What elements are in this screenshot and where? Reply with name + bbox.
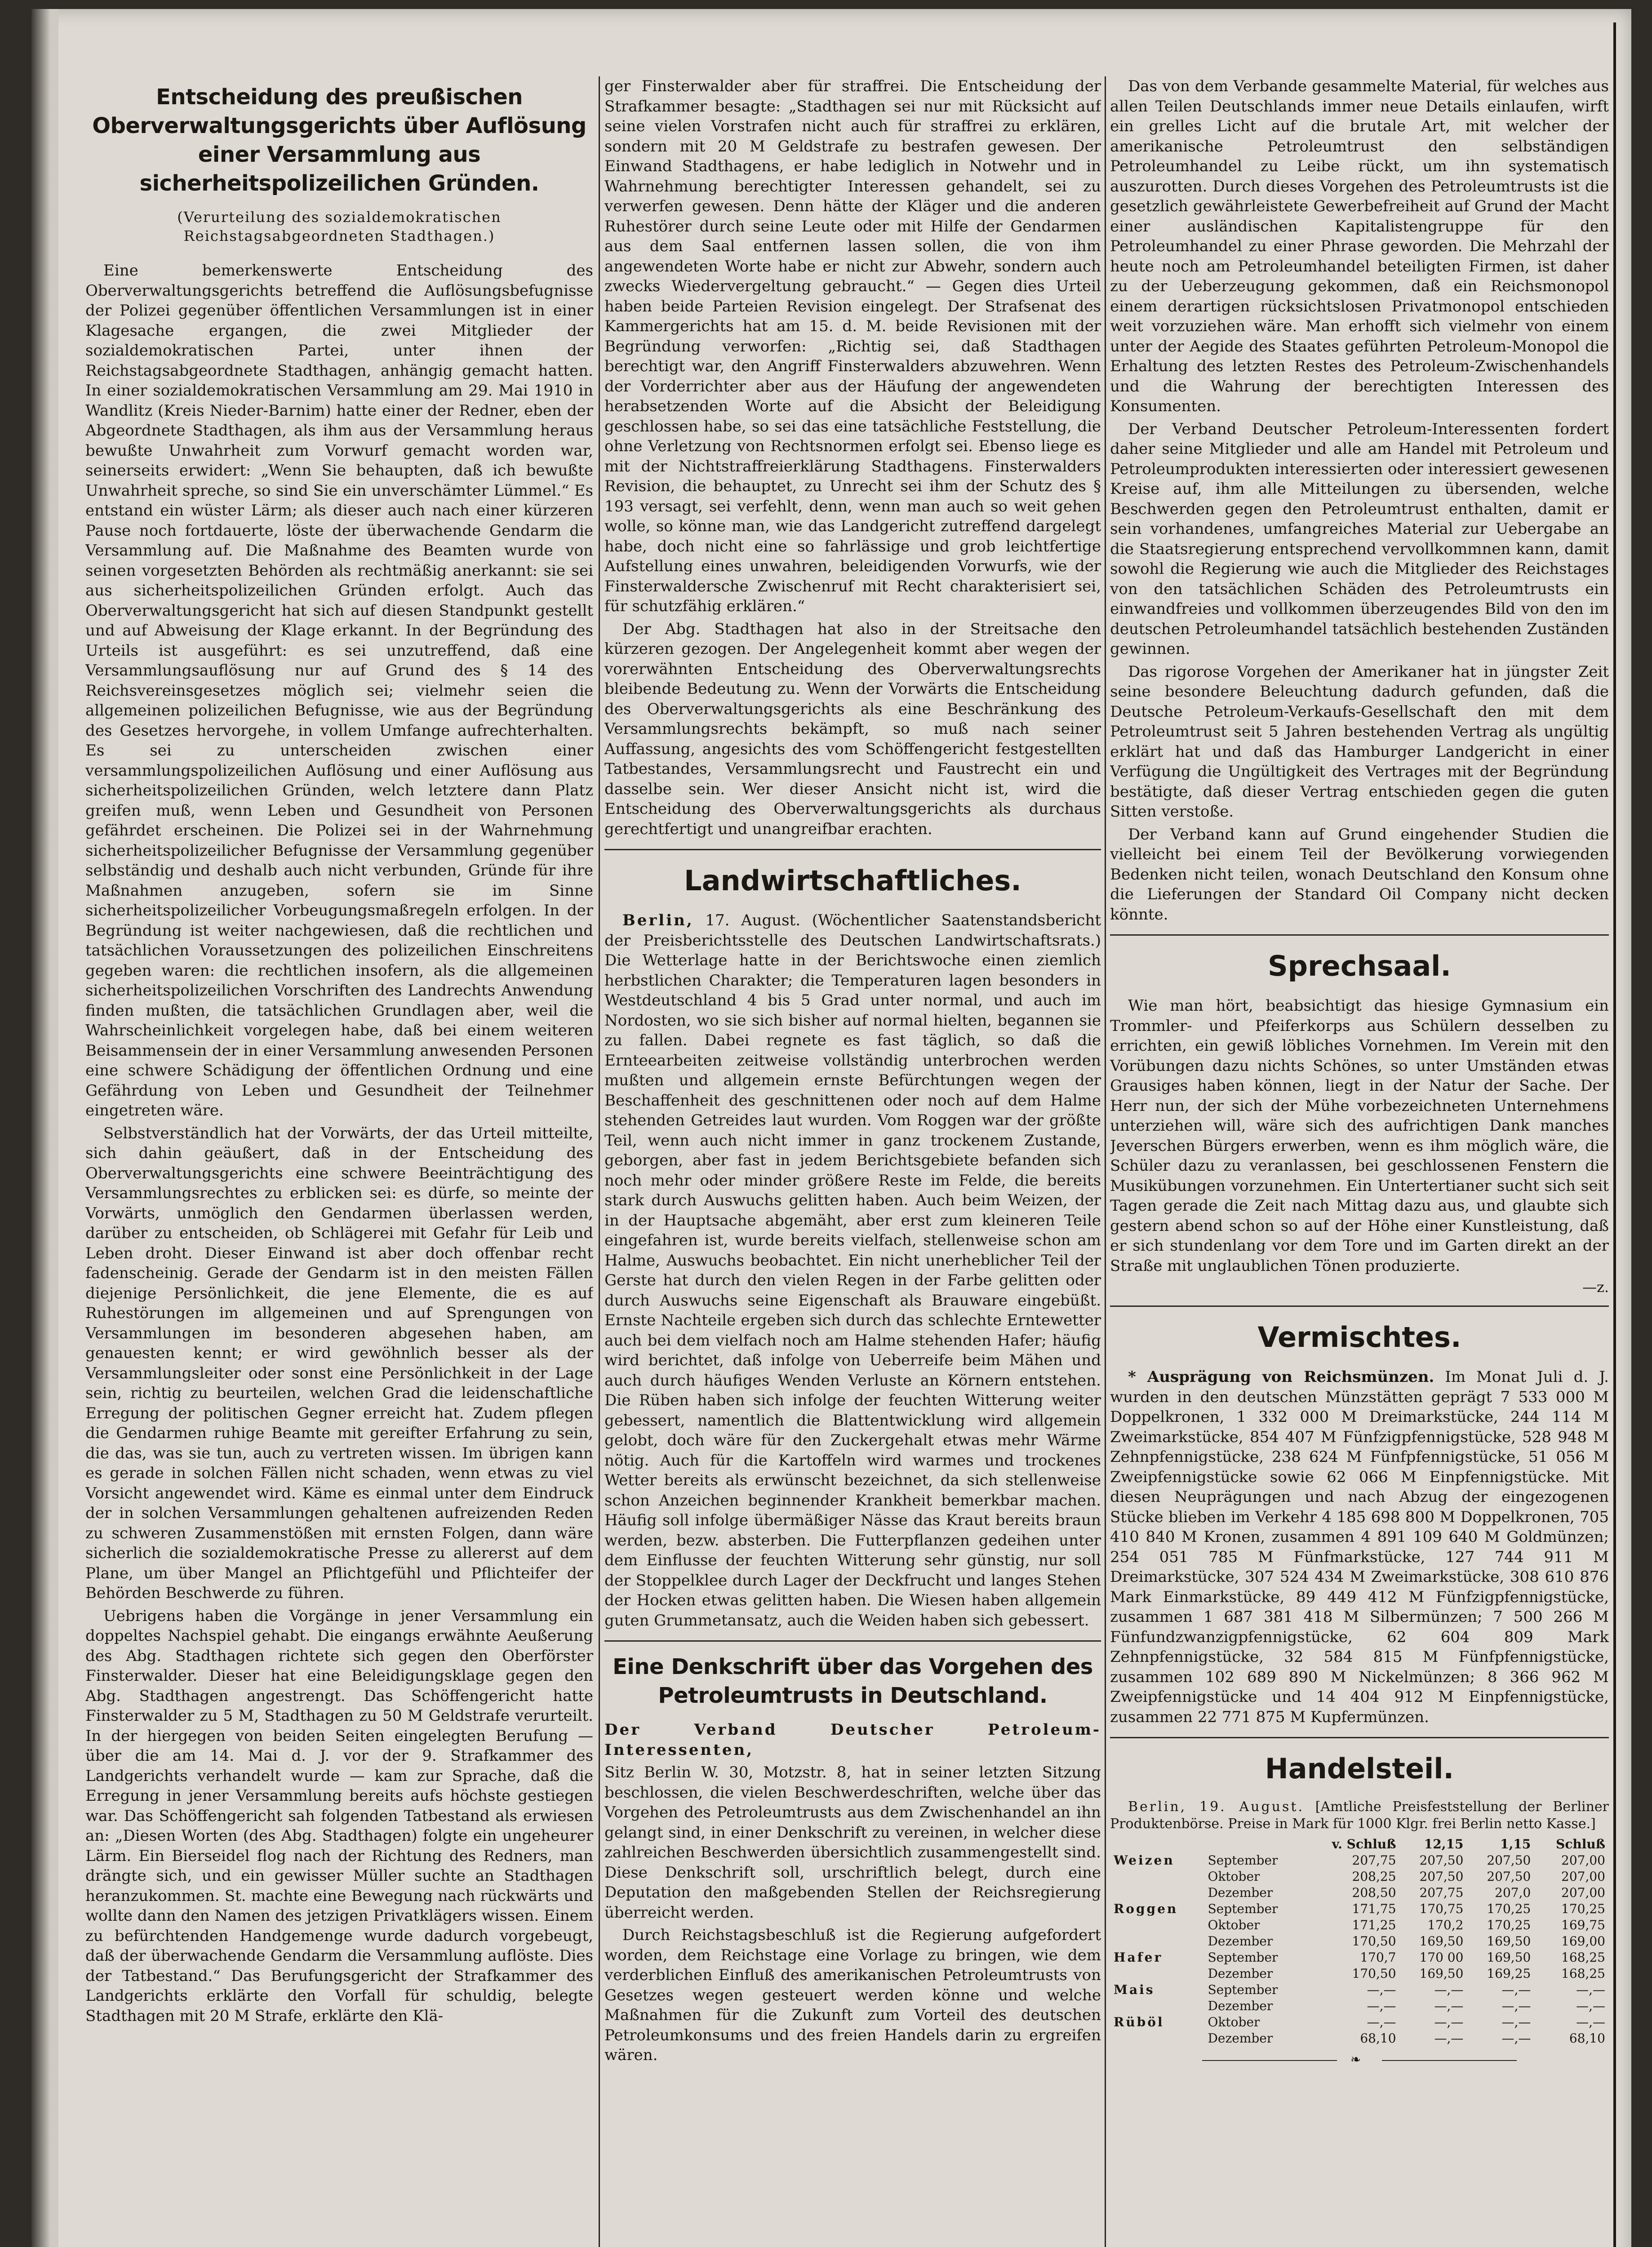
- table-row: [1110, 1998, 1609, 2014]
- price-cell: —,—: [1501, 1998, 1531, 2013]
- month-cell: Dezember: [1208, 1966, 1273, 1981]
- commodity-cell: Rüböl: [1114, 2015, 1164, 2029]
- price-cell: 207,75: [1419, 1885, 1464, 1900]
- price-cell: 169,25: [1487, 1966, 1531, 1981]
- commodity-cell: Hafer: [1114, 1950, 1163, 1965]
- month-cell: September: [1208, 1901, 1278, 1916]
- price-cell: 171,25: [1352, 1918, 1396, 1932]
- section-divider: [604, 849, 1101, 850]
- table-row: [1110, 2030, 1609, 2047]
- dateline: Berlin,: [622, 911, 694, 929]
- commodity-cell: [1110, 1966, 1204, 1982]
- header-cell: [1204, 1836, 1306, 1852]
- org-name: Der Verband Deutscher Petroleum-Interessenten,: [604, 1721, 1101, 1759]
- table-row: [1110, 1852, 1609, 1869]
- article-paragraph: Sitz Berlin W. 30, Motzstr. 8, hat in seiner letzten Sitzung beschlossen, die vielen Beschwerdeschriften, welche über das Vorgehen des Petroleumtrusts aus dem Zwischenhandel an ihn gelangt sind, in einer Denkschrift zu vereinen, in welcher diese zahlreichen Beschwerden übersichtlich zusammengestellt sind. Diese Denkschrift soll, urschriftlich belegt, durch eine Deputation den maßgebenden Stellen der Reichsregierung überreicht werden.: [604, 1763, 1101, 1922]
- article-paragraph: Wie man hört, beabsichtigt das hiesige Gymnasium ein Trommler- und Pfeiferkorps aus Schülern desselben zu errichten, ein gewiß löbliches Vornehmen. Im Verein mit den Vorübungen dazu nichts Schönes, so unter Umständen etwas Grausiges haben können, liegt in der Natur der Sache. Der Herr nun, der sich der Mühe vorbezeichneten Unternehmens unterziehen will, wäre sich des aufrichtigen Dank manches Jeverschen Bürgers erwerben, wenn es ihm möglich wäre, die Schüler dazu zu veranlassen, bei geschlossenen Fenstern die Musikübungen vorzunehmen. Ein Untertertianer sucht sich seit Tagen gerade die Zeit nach Mittag dazu aus, und glaubte sich gestern abend schon so auf der Höhe einer Kunstleistung, daß er sich stundenlang vor dem Tore und im Garten direkt an der Straße mit unglaublichen Tönen produzierte.: [1110, 997, 1609, 1275]
- price-cell: —,—: [1434, 2031, 1464, 2046]
- price-table-header: [1110, 1836, 1609, 1852]
- price-cell: 170,50: [1352, 1966, 1396, 1981]
- column-2: [604, 76, 1101, 2247]
- price-cell: 169,50: [1487, 1950, 1531, 1965]
- price-cell: 170,75: [1419, 1901, 1464, 1916]
- price-cell: 169,75: [1561, 1918, 1605, 1932]
- price-table-body: [1110, 1852, 1609, 2047]
- price-cell: 207,75: [1352, 1853, 1396, 1868]
- month-cell: Oktober: [1208, 1918, 1260, 1932]
- ornament-icon: ❧: [1350, 2052, 1361, 2067]
- price-cell: —,—: [1367, 2015, 1396, 2029]
- section-divider: [1110, 1737, 1609, 1738]
- article-paragraph: Uebrigens haben die Vorgänge in jener Versammlung ein doppeltes Nachspiel gehabt. Die eingangs erwähnte Aeußerung des Abg. Stadthagen richtete sich gegen den Oberförster Finsterwalder. Dieser hat eine Beleidigungsklage gegen den Abg. Stadthagen angestrengt. Das Schöffengericht hatte Finsterwalder zu 5 M, Stadthagen zu 50 M Geldstrafe verurteilt. In der hiergegen von beiden Seiten eingelegten Berufung — über die am 14. Mai d. J. vor der 9. Strafkammer des Landgerichts verhandelt wurde — kam zur Sprache, daß die Erregung in jener Versammlung bereits aufs höchste gestiegen war. Das Schöffengericht sah folgenden Tatbestand als erwiesen an: „Diesen Worten (des Abg. Stadthagen) folgte ein ungeheurer Lärm. Ein Bierseidel flog nach der Richtung des Redners, man drängte sich, und ein gewisser Müller suchte an Stadthagen heranzukommen. St. machte eine Bewegung nach rückwärts und wollte dann den Namen des jetzigen Privatklägers wissen. Einem zu befürchtenden Handgemenge wurde dadurch vorgebeugt, daß der überwachende Gendarm die Versammlung auflöste. Dies der Tatbestand.“ Das Berufungsgericht der Strafkammer des Landgerichts erklärte den Vorfall für schuldig, belegte Stadthagen mit 20 M Strafe, erklärte den Klä-: [85, 1607, 593, 2025]
- table-row: [1110, 1933, 1609, 1949]
- commodity-cell: Mais: [1114, 1982, 1155, 1997]
- article-paragraph: Der Verband Deutscher Petroleum-Interessenten fordert daher seine Mitglieder und alle am Handel mit Petroleum und Petroleumprodukten interessierten oder interessiert gewesenen Kreise auf, ihm alle Mitteilungen zu übersenden, welche Beschwerden gegen den Petroleumtrust enthalten, damit er sein vorhandenes, umfangreiches Material zur Uebergabe an die Staatsregierung entsprechend vervollkommnen kann, damit sowohl die Regierung wie auch die Mitglieder des Reichstages von den tatsächlichen Schäden des Petroleumtrusts ein einwandfreies und vollkommen überzeugendes Bild von den im deutschen Petroleumhandel tatsächlich bestehenden Zuständen gewinnen.: [1110, 420, 1609, 658]
- price-cell: 207,50: [1419, 1869, 1464, 1884]
- section-divider: [1110, 934, 1609, 936]
- price-cell: 170,50: [1352, 1934, 1396, 1949]
- table-row: [1110, 1966, 1609, 1982]
- article-paragraph: [1110, 1367, 1609, 1727]
- column-rule: [1105, 76, 1106, 2247]
- price-cell: —,—: [1501, 2015, 1531, 2029]
- price-cell: —,—: [1576, 2015, 1605, 2029]
- page-border-rule: [1613, 22, 1616, 2247]
- section-title-handelsteil: Handelsteil.: [1265, 1752, 1454, 1785]
- price-table: [1110, 1836, 1609, 2047]
- article-org-line: [604, 1720, 1101, 1760]
- price-cell: 170 00: [1419, 1950, 1464, 1965]
- header-cell: [1110, 1836, 1204, 1852]
- article-paragraph: [604, 910, 1101, 1630]
- month-cell: Dezember: [1208, 1934, 1273, 1949]
- page-binding-edge: [31, 9, 58, 2247]
- commodity-cell: [1110, 1869, 1204, 1885]
- month-cell: September: [1208, 1982, 1278, 1997]
- price-cell: 168,25: [1561, 1966, 1605, 1981]
- price-cell: 170,25: [1487, 1901, 1531, 1916]
- author-signature: —z.: [1582, 1279, 1609, 1296]
- dateline: Berlin, 19. August.: [1128, 1799, 1304, 1815]
- article-paragraph: Das rigorose Vorgehen der Amerikaner hat in jüngster Zeit seine besondere Beleuchtung dadurch gefunden, daß die Deutsche Petroleum-Verkaufs-Gesellschaft den mit dem Petroleumtrust seit 5 Jahren bestehenden Vertrag als ungültig erklärt hat und daß das Hamburger Landgericht in einer Verfügung die Ungültigkeit des Vertrages mit der Begründung bestätigte, daß dieser Vertrag entschieden gegen die guten Sitten verstoße.: [1110, 662, 1609, 821]
- item-lead: * Ausprägung von Reichsmünzen.: [1128, 1368, 1434, 1386]
- table-row: [1110, 1917, 1609, 1933]
- article-text: Im Monat Juli d. J. wurden in den deutschen Münzstätten geprägt 7 533 000 M Doppelkronen, 1 332 000 M Dreimarkstücke, 244 114 M Zweimarkstücke, 854 407 M Fünfzigpfennigstücke, 528 948 M Zehnpfennigstücke, 238 624 M Fünfpfennigstücke, 51 056 M Zweipfennigstücke sowie 62 066 M Einpfennigstücke. Mit diesen Neuprägungen und nach Abzug der eingezogenen Stücke blieben im Verkehr 4 185 698 800 M Doppelkronen, 705 410 840 M Kronen, zusammen 4 891 109 640 M Goldmünzen; 254 051 785 M Fünfmarkstücke, 127 744 911 M Dreimarkstücke, 307 524 434 M Zweimarkstücke, 308 610 876 Mark Einmarkstücke, 89 449 412 M Fünfzigpfennigstücke, zusammen 1 687 381 418 M Silbermünzen; 7 500 266 M Fünfundzwanzigpfennigstücke, 62 604 809 Mark Zehnpfennigstücke, 32 584 815 M Fünfpfennigstücke, zusammen 102 689 890 M Nickelmünzen; 8 366 962 M Zweipfennigstücke und 14 404 912 M Einpfennigstücke, zusammen 22 771 875 M Kupfermünzen.: [1110, 1368, 1609, 1726]
- table-row: [1110, 1869, 1609, 1885]
- article-text: (Wöchentlicher Saatenstandsbericht der Preisberichtsstelle des Deutschen Landwirtschaftsrats.) Die Wetterlage hatte in der Berichtswoche einen ziemlich herbstlichen Charakter; die Temperaturen lagen besonders in Westdeutschland 4 bis 5 Grad unter normal, und auch im Nordosten, wo sie sich bisher auf normal hielten, begannen sie zu fallen. Dabei regnete es fast täglich, so daß die Ernteearbeiten zeitweise vollständig unterbrochen werden mußten und allgemein ernste Befürchtungen wegen der Beschaffenheit des geschnittenen oder noch auf dem Halme stehenden Getreides laut wurden. Vom Roggen war der größte Teil, wenn auch nicht immer in ganz trockenem Zustande, geborgen, aber fast in jedem Berichtsgebiete befanden sich noch mehr oder minder größere Reste im Felde, die bereits stark durch Auswuchs gelitten haben. Auch beim Weizen, der in der Hauptsache abgemäht, aber erst zum kleineren Teile eingefahren ist, wurde bereits vielfach, stellenweise schon am Halme, Auswuchs beobachtet. Ein nicht unerheblicher Teil der Gerste hat durch den vielen Regen in der Farbe gelitten oder durch Auswuchs seine Eigenschaft als Brauware eingebüßt. Ernste Nachteile ergeben sich durch das schlechte Erntewetter auch bei dem vielfach noch am Halme stehenden Hafer; häufig wird berichtet, daß infolge von Ueberreife beim Mähen und auch durch häufiges Wenden Verluste an Körnern entstehen. Die Rüben haben sich infolge der feuchten Witterung weiter gebessert, namentlich die Blattentwicklung wird allgemein gelobt, doch wäre für den Zuckergehalt etwas mehr Wärme nötig. Auch für die Kartoffeln wird warmes und trockenes Wetter bereits als erwünscht bezeichnet, da sich stellenweise schon Anzeichen beginnender Krankheit bemerkbar machen. Häufig soll infolge übermäßiger Nässe das Kraut bereits braun werden, bezw. absterben. Die Futterpflanzen gedeihen unter dem Einflusse der feuchten Witterung sehr günstig, nur soll der Stoppelklee durch Lager der Deckfrucht und langes Stehen der Hocken etwas gelitten haben. Die Wiesen haben allgemein guten Grummetansatz, auch die Weiden haben sich gebessert.: [604, 911, 1101, 1630]
- price-cell: —,—: [1576, 1998, 1605, 2013]
- article-headline: Entscheidung des preußischen Oberverwaltungsgerichts über Auflösung einer Versammlung aus sicherheitspolizeilichen Gründen.: [92, 84, 586, 196]
- price-cell: 170,25: [1561, 1901, 1605, 1916]
- price-cell: 169,50: [1487, 1934, 1531, 1949]
- price-cell: 207,00: [1561, 1853, 1605, 1868]
- article-paragraph: Der Verband kann auf Grund eingehender Studien die vielleicht bei einem Teil der Bevölkerung vorwiegenden Bedenken nicht teilen, wonach Deutschland den Konsum ohne die Lieferungen der Standard Oil Company nicht decken könnte.: [1110, 825, 1609, 924]
- header-cell: v. Schluß: [1332, 1837, 1396, 1852]
- article-paragraph: Durch Reichstagsbeschluß ist die Regierung aufgefordert worden, dem Reichstage eine Vorlage zu bringen, wie dem verderblichen Einfluß des amerikanischen Petroleumtrusts von Gesetzes wegen gesteuert werden könne und welche Maßnahmen für die Zukunft zum Vorteil des deutschen Petroleumkonsums und des freien Handels darin zu ergreifen wären.: [604, 1926, 1101, 2064]
- note-text: [Amtliche Preisfeststellung der Berliner Produktenbörse. Preise in Mark für 1000 Klgr. frei Berlin netto Kasse.]: [1110, 1799, 1609, 1832]
- month-cell: Dezember: [1208, 2031, 1273, 2046]
- price-cell: 170,25: [1487, 1918, 1531, 1932]
- article-paragraph: Der Abg. Stadthagen hat also in der Streitsache den kürzeren gezogen. Der Angelegenheit kommt aber wegen der vorerwähnten Entscheidung des Oberverwaltungsrechts bleibende Bedeutung zu. Wenn der Vorwärts die Entscheidung des Oberverwaltungsgerichts als eine Beschränkung des Versammlungsrechts bekämpft, so muß nach seiner Auffassung, angesichts des vom Schöffengericht festgestellten Tatbestandes, Versammlungsrecht und Faustrecht ein und dasselbe sein. Wer dieser Ansicht nicht ist, wird die Entscheidung des Oberverwaltungsgerichts als durchaus gerechtfertigt und unangreifbar erachten.: [604, 620, 1101, 838]
- header-cell: Schluß: [1556, 1837, 1605, 1852]
- price-cell: 207,00: [1561, 1869, 1605, 1884]
- price-cell: —,—: [1576, 1982, 1605, 1997]
- price-cell: 68,10: [1360, 2031, 1396, 2046]
- article-paragraph: Selbstverständlich hat der Vorwärts, der das Urteil mitteilte, sich dahin geäußert, daß in der Entscheidung des Oberverwaltungsgerichts eine schwere Beeinträchtigung des Versammlungsrechtes zu erblicken sei: es dürfe, so meinte der Vorwärts, unmöglich den Gendarmen überlassen werden, darüber zu entscheiden, ob Schlägerei mit Gefahr für Leib und Leben droht. Dieser Einwand ist aber doch offenbar recht fadenscheinig. Gerade der Gendarm ist in den meisten Fällen diejenige Persönlichkeit, die jene Elemente, die es auf Ruhestörungen im allgemeinen und auf Sprengungen von Versammlungen im besonderen abgesehen haben, am genauesten kennt; er wird gewöhnlich besser als der Versammlungsleiter oder sonst eine Persönlichkeit in der Lage sein, richtig zu beurteilen, welchen Grad die leidenschaftliche Erregung der politischen Gegner erreicht hat. Zudem pflegen die Gendarmen ruhige Beamte mit gereifter Erfahrung zu sein, die das, was sie tun, auch zu vertreten wissen. Im übrigen kann es gerade in solchen Fällen nicht schaden, wenn etwas zu viel Vorsicht angewendet wird. Käme es einmal unter dem Eindruck der in solchen Versammlungen gehaltenen aufreizenden Reden zu schweren Zusammenstößen mit ernsten Folgen, dann wäre sicherlich die sozialdemokratische Presse zu allererst auf dem Plane, um über Mangel an Pflichtgefühl und Pflichteifer der Behörden Beschwerde zu führen.: [85, 1124, 593, 1602]
- price-cell: 68,10: [1569, 2031, 1605, 2046]
- commodity-cell: [1110, 2030, 1204, 2047]
- price-cell: 170,7: [1360, 1950, 1396, 1965]
- price-cell: —,—: [1434, 1982, 1464, 1997]
- price-cell: 171,75: [1352, 1901, 1396, 1916]
- dateline-date: 17. August.: [705, 911, 801, 929]
- commodity-cell: [1110, 1998, 1204, 2014]
- price-cell: 207,0: [1495, 1885, 1531, 1900]
- column-rule: [599, 76, 600, 2247]
- end-ornament: [1202, 2052, 1517, 2067]
- section-title-landwirtschaft: Landwirtschaftliches.: [684, 864, 1021, 897]
- section-title-petroleum: Eine Denkschrift über das Vorgehen des Petroleumtrusts in Deutschland.: [613, 1654, 1093, 1708]
- section-divider: [1110, 1306, 1609, 1307]
- price-cell: 168,25: [1561, 1950, 1605, 1965]
- price-cell: 207,50: [1419, 1853, 1464, 1868]
- price-cell: 170,2: [1427, 1918, 1464, 1932]
- commodity-cell: [1110, 1885, 1204, 1901]
- price-cell: 207,50: [1487, 1869, 1531, 1884]
- table-row: [1110, 1885, 1609, 1901]
- price-cell: —,—: [1434, 1998, 1464, 2013]
- commodity-cell: Roggen: [1114, 1901, 1178, 1916]
- article-paragraph: ger Finsterwalder aber für straffrei. Die Entscheidung der Strafkammer besagte: „Stadthagen sei nur mit Rücksicht auf seine vielen Vorstrafen nicht auch für straffrei zu erklären, sondern mit 20 M Geldstrafe zu bestrafen gewesen. Der Einwand Stadthagens, er habe lediglich in Notwehr und in Wahrnehmung berechtigter Interessen gehandelt, sei zu verwerfen gewesen. Denn hätte der Kläger und die anderen Ruhestörer durch seine Leute oder mit Hilfe der Gendarmen aus dem Saal entfernen lassen sollen, die von ihm angewendeten Worte habe er nicht zur Abwehr, sondern auch zwecks Wiedervergeltung gebraucht.“ — Gegen dies Urteil haben beide Parteien Revision eingelegt. Der Strafsenat des Kammergerichts hat am 15. d. M. beide Revisionen mit der Begründung verworfen: „Richtig sei, daß Stadthagen berechtigt war, den Angriff Finsterwalders abzuwehren. Wenn der Vorderrichter aber aus der Häufung der angewendeten herabsetzenden Worte auf die Absicht der Beleidigung geschlossen habe, so sei das eine tatsächliche Feststellung, die ohne Verletzung von Rechtsnormen erfolgt sei. Ebenso liege es mit der Nichtstraffreierklärung Stadthagens. Finsterwalders Revision, die behauptet, zu Unrecht sei ihm der Schutz des § 193 versagt, sei verfehlt, denn, wenn man auch so weit gehen wolle, so könne man, wie das Landgericht zutreffend dargelegt habe, doch nicht eine so fahrlässige und grob leichtfertige Aufstellung eines unwahren, beleidigenden Vorwurfs, wie der Finsterwaldersche Zwischenruf mit Recht charakterisiert sei, für schutzfähig erklären.“: [604, 77, 1101, 615]
- month-cell: September: [1208, 1853, 1278, 1868]
- section-divider: [604, 1640, 1101, 1642]
- month-cell: Oktober: [1208, 1869, 1260, 1884]
- price-cell: 169,00: [1561, 1934, 1605, 1949]
- price-cell: 207,00: [1561, 1885, 1605, 1900]
- price-cell: —,—: [1367, 1998, 1396, 2013]
- price-cell: 208,50: [1352, 1885, 1396, 1900]
- section-title-vermischtes: Vermischtes.: [1257, 1321, 1461, 1354]
- price-cell: 208,25: [1352, 1869, 1396, 1884]
- newspaper-page: [31, 9, 1631, 2247]
- article-subhead: (Verurteilung des sozialdemokratischen Reichstagsabgeordneten Stadthagen.): [177, 209, 502, 244]
- price-cell: —,—: [1501, 1982, 1531, 1997]
- header-cell: 12,15: [1424, 1837, 1464, 1852]
- section-title-sprechsaal: Sprechsaal.: [1268, 950, 1451, 982]
- table-row: [1110, 1901, 1609, 1917]
- article-paragraph: Eine bemerkenswerte Entscheidung des Oberverwaltungsgerichts betreffend die Auflösungsbefugnisse der Polizei gegenüber öffentlichen Versammlungen ist in einer Klagesache ergangen, die zwei Mitglieder der sozialdemokratischen Partei, unter ihnen der Reichstagsabgeordnete Stadthagen, anhängig gemacht hatten. In einer sozialdemokratischen Versammlung am 29. Mai 1910 in Wandlitz (Kreis Nieder-Barnim) hatte einer der Redner, eben der Abgeordnete Stadthagen, als ihm aus der Versammlung heraus bewußte Unwahrheit zum Vorwurf gemacht worden war, seinerseits erwidert: „Wenn Sie behaupten, daß ich bewußte Unwahrheit spreche, so sind Sie ein unverschämter Lümmel.“ Es entstand ein wüster Lärm; als dieser auch nach einer kürzeren Pause noch fortdauerte, löste der überwachende Gendarm die Versammlung auf. Die Maßnahme des Beamten wurde von seinen vorgesetzten Behörden als rechtmäßig anerkannt: sie sei aus sicherheitspolizeilichen Gründen erfolgt. Auch das Oberverwaltungsgericht hat sich auf diesen Standpunkt gestellt und auf Abweisung der Klage erkannt. In der Begründung des Urteils ist ausgeführt: es sei unzutreffend, daß eine Versammlungsauflösung nur auf Grund des § 14 des Reichsvereinsgesetzes möglich sei; vielmehr seien die allgemeinen polizeilichen Befugnisse, wie aus der Begründung des Gesetzes hervorgehe, in vollem Umfange aufrechterhalten. Es sei zu unterscheiden zwischen einer versammlungspolizeilichen Auflösung und einer Auflösung aus sicherheitspolizeilichen Gründen, welch letztere dann Platz greifen muß, wenn Leben und Gesundheit von Personen gefährdet erscheinen. Die Polizei sei in der Wahrnehmung sicherheitspolizeilicher Befugnisse der Versammlung gegenüber selbständig und deshalb auch nicht verbunden, Gründe für ihre Maßnahmen anzugeben, sofern sie im Sinne sicherheitspolizeilicher Vorbeugungsmaßregeln erfolgen. In der Begründung ist weiter nachgewiesen, daß die rechtlichen und tatsächlichen Voraussetzungen des polizeilichen Einschreitens gegeben waren: die rechtlichen insofern, als die allgemeinen sicherheitspolizeilichen Vorschriften des Landrechts Anwendung finden mußten, die tatsächlichen Grundlagen aber, weil die Wahrscheinlichkeit vorgelegen habe, daß bei einem weiteren Beisammensein der in einer Versammlung anwesenden Personen eine schwere Schädigung der öffentlichen Ordnung und eine Gefährdung von Leben und Gesundheit der Teilnehmer eingetreten wäre.: [85, 262, 593, 1119]
- commodity-cell: Weizen: [1114, 1853, 1175, 1868]
- price-cell: —,—: [1434, 2015, 1464, 2029]
- month-cell: September: [1208, 1950, 1278, 1965]
- commodity-cell: [1110, 1917, 1204, 1933]
- header-cell: 1,15: [1500, 1837, 1531, 1852]
- column-1: [85, 76, 593, 2247]
- price-cell: 169,50: [1419, 1966, 1464, 1981]
- column-3: [1110, 76, 1609, 2247]
- table-row: [1110, 1949, 1609, 1966]
- article-paragraph: Das von dem Verbande gesammelte Material, für welches aus allen Teilen Deutschlands immer neue Details einlaufen, wirft ein grelles Licht auf die brutale Art, mit welcher der amerikanische Petroleumtrust den selbständigen Petroleumhandel zu Leibe rückt, um ihn systematisch auszurotten. Durch dieses Vorgehen des Petroleumtrusts ist die gesetzlich gewährleistete Gewerbefreiheit auf Grund der Macht einer ausländischen Kapitalistengruppe für den Petroleumhandel zu einer Phrase geworden. Die Mehrzahl der heute noch am Petroleumhandel beteiligten Firmen, ist daher zu der Ueberzeugung gekommen, daß ein Reichsmonopol einem derartigen rücksichtslosen Privatmonopol entschieden weit vorzuziehen wäre. Man erhofft sich vielmehr von einem unter der Aegide des Staates geführten Petroleum-Monopol die Erhaltung des letzten Restes des Petroleum-Zwischenhandels und die Wahrung der berechtigten Interessen des Konsumenten.: [1110, 77, 1609, 415]
- price-cell: —,—: [1367, 1982, 1396, 1997]
- month-cell: Dezember: [1208, 1998, 1273, 2013]
- price-note: [1110, 1798, 1609, 1833]
- month-cell: Oktober: [1208, 2015, 1260, 2029]
- price-cell: —,—: [1501, 2031, 1531, 2046]
- month-cell: Dezember: [1208, 1885, 1273, 1900]
- price-cell: 207,50: [1487, 1853, 1531, 1868]
- table-row: [1110, 1982, 1609, 1998]
- price-cell: 169,50: [1419, 1934, 1464, 1949]
- table-row: [1110, 2014, 1609, 2030]
- commodity-cell: [1110, 1933, 1204, 1949]
